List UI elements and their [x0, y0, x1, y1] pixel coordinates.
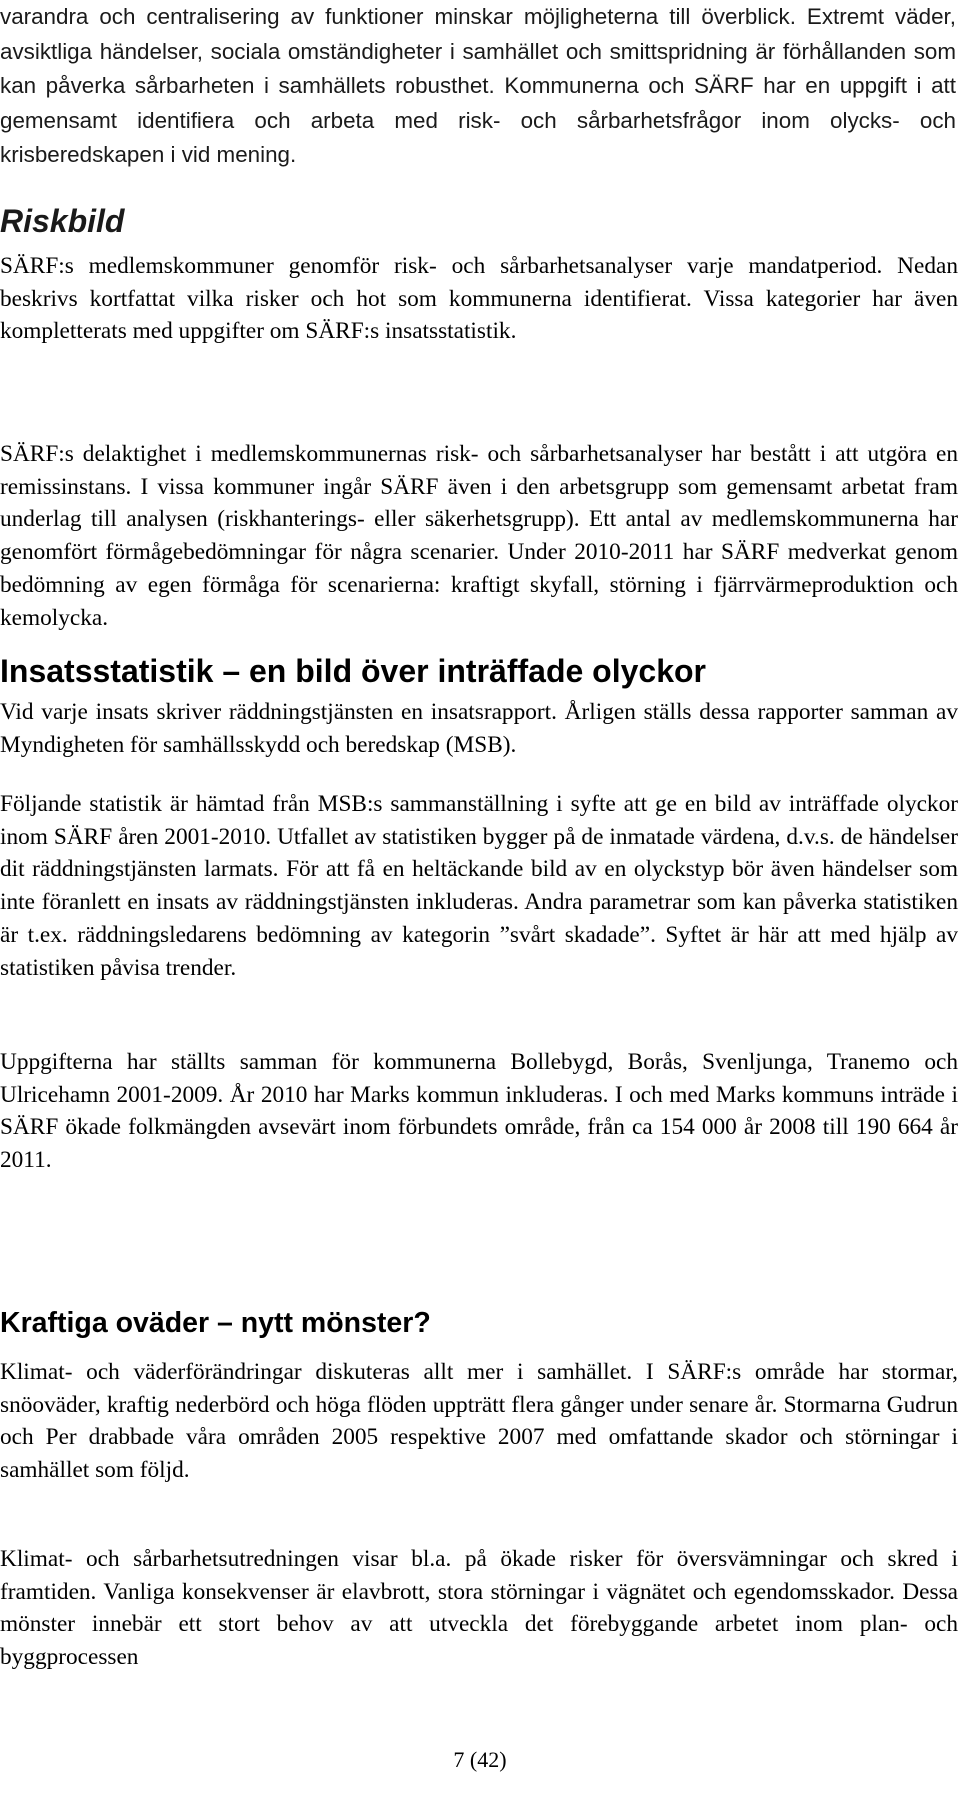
heading-kraftiga-ovader: Kraftiga oväder – nytt mönster?: [0, 1307, 431, 1339]
intro-paragraph: varandra och centralisering av funktioner minskar möjligheterna till överblick. Extremt väder, avsiktliga händelser, sociala omständigheter i samhället och smittspridning är förhållanden som kan påverka sårbarheten i samhällets robusthet. Kommunerna och SÄRF har en uppgift i att gemensamt identifiera och arbeta med risk- och sårbarhetsfrågor inom olycks- och krisberedskapen i vid mening.: [0, 4, 956, 167]
riskbild-paragraph-2: SÄRF:s delaktighet i medlemskommunernas risk- och sårbarhetsanalyser har bestått i att utgöra en remissinstans. I vissa kommuner ingår SÄRF även i den arbetsgrupp som gemensamt arbetat fram underlag till analysen (riskhanterings- eller säkerhetsgrupp). Ett antal av medlemskommunerna har genomfört förmågebedömningar för några scenarier. Under 2010-2011 har SÄRF medverkat genom bedömning av egen förmåga för scenarierna: kraftigt skyfall, störning i fjärrvärmeproduktion och kemolycka.: [0, 441, 958, 631]
page-number: 7 (42): [453, 1747, 507, 1772]
riskbild-paragraph-1: SÄRF:s medlemskommuner genomför risk- och sårbarhetsanalyser varje mandatperiod. Nedan beskrivs kortfattat vilka risker och hot som kommunerna identifierat. Vissa kategorier har även kompletterats med uppgifter om SÄRF:s insatsstatistik.: [0, 253, 958, 345]
insats-paragraph-3: Uppgifterna har ställts samman för kommunerna Bollebygd, Borås, Svenljunga, Tranemo och Ulricehamn 2001-2009. År 2010 har Marks kommun inkluderas. I och med Marks kommuns inträde i SÄRF ökade folkmängden avsevärt inom förbundets område, från ca 154 000 år 2008 till 190 664 år 2011.: [0, 1049, 958, 1174]
insats-paragraph-1: Vid varje insats skriver räddningstjänsten en insatsrapport. Årligen ställs dessa rapporter samman av Myndigheten för samhällsskydd och beredskap (MSB).: [0, 699, 958, 758]
heading-riskbild: Riskbild: [0, 203, 125, 239]
insats-paragraph-2: Följande statistik är hämtad från MSB:s sammanställning i syfte att ge en bild av inträffade olyckor inom SÄRF åren 2001-2010. Utfallet av statistiken bygger på de inmatade värdena, d.v.s. de händelser dit räddningstjänsten larmats. För att få en heltäckande bild av en olyckstyp bör även händelser som inte föranlett en insats av räddningstjänsten inkluderas. Andra parametrar som kan påverka statistiken är t.ex. räddningsledarens bedömning av kategorin ”svårt skadade”. Syftet är här att med hjälp av statistiken påvisa trender.: [0, 791, 958, 981]
kraftiga-paragraph-2: Klimat- och sårbarhetsutredningen visar bl.a. på ökade risker för översvämningar och skred i framtiden. Vanliga konsekvenser är elavbrott, stora störningar i vägnätet och egendomsskador. Dessa mönster innebär ett stort behov av att utveckla det förebyggande arbetet inom plan- och byggprocessen: [0, 1546, 958, 1671]
heading-insatsstatistik: Insatsstatistik – en bild över inträffade olyckor: [0, 653, 706, 689]
kraftiga-paragraph-1: Klimat- och väderförändringar diskuteras allt mer i samhället. I SÄRF:s område har stormar, snöoväder, kraftig nederbörd och höga flöden uppträtt flera gånger under senare år. Stormarna Gudrun och Per drabbade våra områden 2005 respektive 2007 med omfattande skador och störningar i samhället som följd.: [0, 1359, 958, 1484]
